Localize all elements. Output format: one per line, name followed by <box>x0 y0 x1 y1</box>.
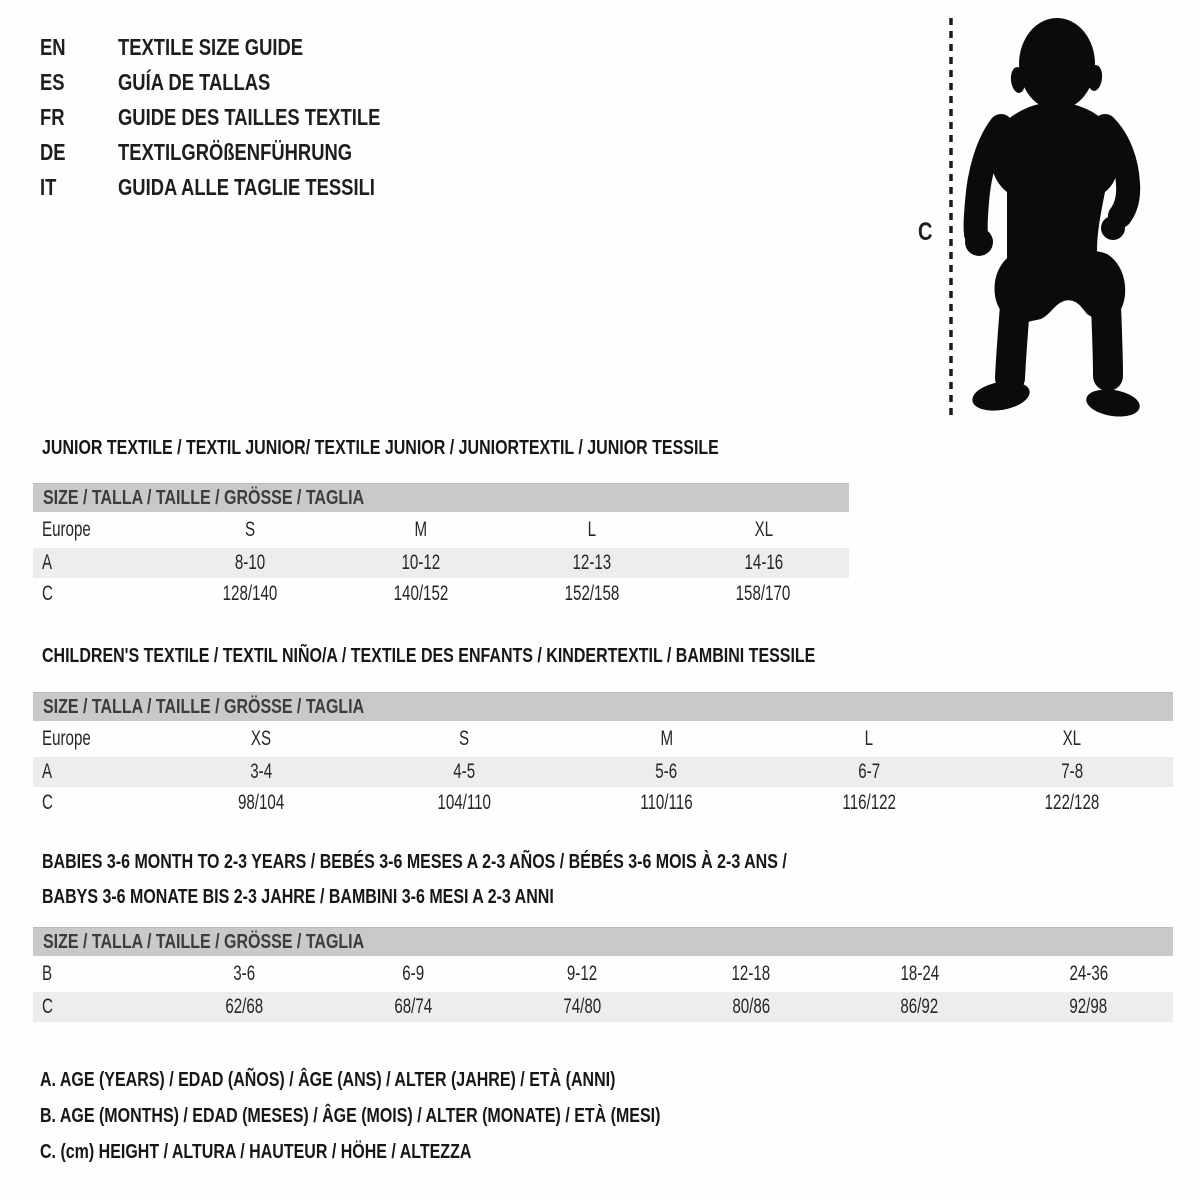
language-title <box>118 139 411 166</box>
value-cell <box>565 787 768 819</box>
babies-section-title-line1 <box>42 851 973 873</box>
language-code-text: FR <box>40 104 65 130</box>
language-title-text: GUIDA ALLE TAGLIE TESSILI <box>118 174 375 200</box>
babies-textile-section <box>33 851 1173 1022</box>
legend-line-b <box>40 1098 816 1134</box>
table-row <box>33 757 1173 787</box>
value-cell <box>678 548 849 578</box>
size-value: S <box>458 727 469 750</box>
cell-value: 5-6 <box>655 760 678 783</box>
size-value: XL <box>754 518 773 541</box>
cell-value: 6-9 <box>402 962 425 985</box>
size-cell <box>565 721 768 757</box>
value-cell <box>335 548 506 578</box>
value-cell <box>768 787 971 819</box>
size-value: L <box>864 727 874 750</box>
legend-line-a <box>40 1062 816 1098</box>
value-cell <box>835 956 1004 992</box>
language-row-en <box>40 30 446 65</box>
cell-value: 140/152 <box>393 582 449 605</box>
value-cell <box>164 548 335 578</box>
size-header-bar <box>33 483 849 512</box>
cell-value: 104/110 <box>437 791 491 814</box>
cell-value: 80/86 <box>731 995 770 1018</box>
language-title <box>118 104 446 131</box>
cell-value: 68/74 <box>394 995 433 1018</box>
value-cell <box>507 578 678 610</box>
size-header-text: SIZE / TALLA / TAILLE / GRÖSSE / TAGLIA <box>43 696 365 718</box>
table-row <box>33 956 1173 992</box>
language-title <box>118 34 349 61</box>
language-title <box>118 174 439 201</box>
language-code-text: ES <box>40 69 65 95</box>
legend-text-b: B. AGE (MONTHS) / EDAD (MESES) / ÂGE (MOIS) / ALTER (MONATE) / ETÀ (MESI) <box>40 1104 661 1127</box>
cell-value: 116/122 <box>842 791 896 814</box>
junior-textile-section <box>33 437 849 610</box>
value-cell <box>160 787 363 819</box>
cell-value: 152/158 <box>564 582 620 605</box>
language-header <box>40 30 446 205</box>
cell-value: 8-10 <box>234 551 265 574</box>
value-cell <box>160 956 329 992</box>
height-measure-label-text: C <box>918 218 933 246</box>
junior-section-title-text: JUNIOR TEXTILE / TEXTIL JUNIOR/ TEXTILE JUNIOR / JUNIORTEXTIL / JUNIOR TESSILE <box>42 437 719 459</box>
row-label-cell <box>33 548 164 578</box>
language-code <box>40 104 118 131</box>
language-title-text: TEXTILE SIZE GUIDE <box>118 34 304 60</box>
size-cell <box>507 512 678 548</box>
row-label-cell <box>33 757 160 787</box>
babies-section-title-text: BABYS 3-6 MONATE BIS 2-3 JAHRE / BAMBINI 3-6 MESI A 2-3 ANNI <box>42 886 554 908</box>
cell-value: 3-4 <box>250 760 273 783</box>
value-cell <box>363 787 566 819</box>
language-title-text: TEXTILGRÖßENFÜHRUNG <box>118 139 353 165</box>
value-cell <box>678 578 849 610</box>
baby-silhouette <box>965 18 1142 420</box>
children-size-table <box>33 721 1173 819</box>
cell-value: 10-12 <box>401 551 441 574</box>
language-title <box>118 69 308 96</box>
babies-size-table <box>33 956 1173 1022</box>
cell-value: 7-8 <box>1060 760 1083 783</box>
value-cell <box>329 992 498 1022</box>
language-code <box>40 174 118 201</box>
language-title-text: GUIDE DES TAILLES TEXTILE <box>118 104 381 130</box>
children-section-title <box>42 645 1009 667</box>
language-code-text: EN <box>40 34 66 60</box>
language-code-text: IT <box>40 174 57 200</box>
size-value: S <box>244 518 255 541</box>
legend-text-c: C. (cm) HEIGHT / ALTURA / HAUTEUR / HÖHE / ALTEZZA <box>40 1140 472 1163</box>
size-cell <box>363 721 566 757</box>
cell-value: 4-5 <box>452 760 475 783</box>
table-row <box>33 721 1173 757</box>
cell-value: 24-36 <box>1069 962 1108 985</box>
value-cell <box>160 992 329 1022</box>
cell-value: 18-24 <box>900 962 940 985</box>
row-label: A <box>42 551 53 574</box>
row-label-cell <box>33 956 160 992</box>
language-code <box>40 34 118 61</box>
language-code <box>40 139 118 166</box>
babies-section-title-text: BABIES 3-6 MONTH TO 2-3 YEARS / BEBÉS 3-6 MESES A 2-3 AÑOS / BÉBÉS 3-6 MOIS À 2-3 ANS / <box>42 851 787 873</box>
value-cell <box>507 548 678 578</box>
size-header-text: SIZE / TALLA / TAILLE / GRÖSSE / TAGLIA <box>43 487 365 509</box>
size-header-bar <box>33 927 1173 956</box>
size-value: M <box>414 518 428 541</box>
table-row <box>33 548 849 578</box>
size-cell <box>335 512 506 548</box>
language-code <box>40 69 118 96</box>
size-value: M <box>660 727 673 750</box>
cell-value: 6-7 <box>858 760 880 783</box>
row-label: B <box>42 962 53 985</box>
cell-value: 158/170 <box>736 582 791 605</box>
height-measure-label <box>918 218 936 247</box>
cell-value: 74/80 <box>563 995 601 1018</box>
language-title-text: GUÍA DE TALLAS <box>118 69 271 95</box>
value-cell <box>363 757 566 787</box>
legend <box>40 1062 816 1170</box>
value-cell <box>164 578 335 610</box>
value-cell <box>1004 992 1173 1022</box>
cell-value: 9-12 <box>566 962 598 985</box>
cell-value: 86/92 <box>900 995 939 1018</box>
value-cell <box>329 956 498 992</box>
language-code-text: DE <box>40 139 66 165</box>
children-section-title-text: CHILDREN'S TEXTILE / TEXTIL NIÑO/A / TEXTILE DES ENFANTS / KINDERTEXTIL / BAMBINI TESSILE <box>42 645 816 667</box>
value-cell <box>835 992 1004 1022</box>
legend-text-a: A. AGE (YEARS) / EDAD (AÑOS) / ÂGE (ANS) / ALTER (JAHRE) / ETÀ (ANNI) <box>40 1068 616 1091</box>
row-label: C <box>42 995 53 1018</box>
baby-height-figure <box>905 13 1165 421</box>
row-label-cell <box>33 721 160 757</box>
row-label: C <box>42 582 53 605</box>
cell-value: 62/68 <box>225 995 264 1018</box>
size-cell <box>160 721 363 757</box>
cell-value: 128/140 <box>222 582 277 605</box>
cell-value: 14-16 <box>744 551 783 574</box>
cell-value: 110/116 <box>640 791 693 814</box>
junior-section-title <box>42 437 888 459</box>
size-value: XL <box>1062 727 1081 750</box>
row-label-cell <box>33 787 160 819</box>
children-textile-section <box>33 645 1173 819</box>
language-row-it <box>40 170 446 205</box>
table-row <box>33 578 849 610</box>
junior-size-table <box>33 512 849 610</box>
language-row-es <box>40 65 446 100</box>
cell-value: 92/98 <box>1069 995 1108 1018</box>
size-value: L <box>587 518 597 541</box>
cell-value: 3-6 <box>233 962 256 985</box>
value-cell <box>498 992 667 1022</box>
language-row-fr <box>40 100 446 135</box>
value-cell <box>970 757 1173 787</box>
value-cell <box>768 757 971 787</box>
value-cell <box>1004 956 1173 992</box>
baby-silhouette-icon <box>905 13 1165 421</box>
size-cell <box>164 512 335 548</box>
table-row <box>33 787 1173 819</box>
table-row <box>33 992 1173 1022</box>
row-label-cell <box>33 992 160 1022</box>
size-header-text: SIZE / TALLA / TAILLE / GRÖSSE / TAGLIA <box>43 931 365 953</box>
size-cell <box>970 721 1173 757</box>
cell-value: 12-18 <box>731 962 771 985</box>
row-label: A <box>42 760 53 783</box>
row-label: Europe <box>42 518 91 541</box>
babies-section-title-line2 <box>42 886 682 908</box>
value-cell <box>160 757 363 787</box>
row-label: Europe <box>42 727 91 750</box>
row-label: C <box>42 791 53 814</box>
row-label-cell <box>33 512 164 548</box>
value-cell <box>970 787 1173 819</box>
value-cell <box>666 956 835 992</box>
language-row-de <box>40 135 446 170</box>
value-cell <box>666 992 835 1022</box>
cell-value: 12-13 <box>572 551 612 574</box>
size-header-bar <box>33 692 1173 721</box>
value-cell <box>498 956 667 992</box>
row-label-cell <box>33 578 164 610</box>
value-cell <box>335 578 506 610</box>
size-cell <box>678 512 849 548</box>
value-cell <box>565 757 768 787</box>
size-value: XS <box>251 727 272 750</box>
size-cell <box>768 721 971 757</box>
cell-value: 98/104 <box>238 791 285 814</box>
cell-value: 122/128 <box>1044 791 1100 814</box>
legend-line-c <box>40 1134 816 1170</box>
table-row <box>33 512 849 548</box>
